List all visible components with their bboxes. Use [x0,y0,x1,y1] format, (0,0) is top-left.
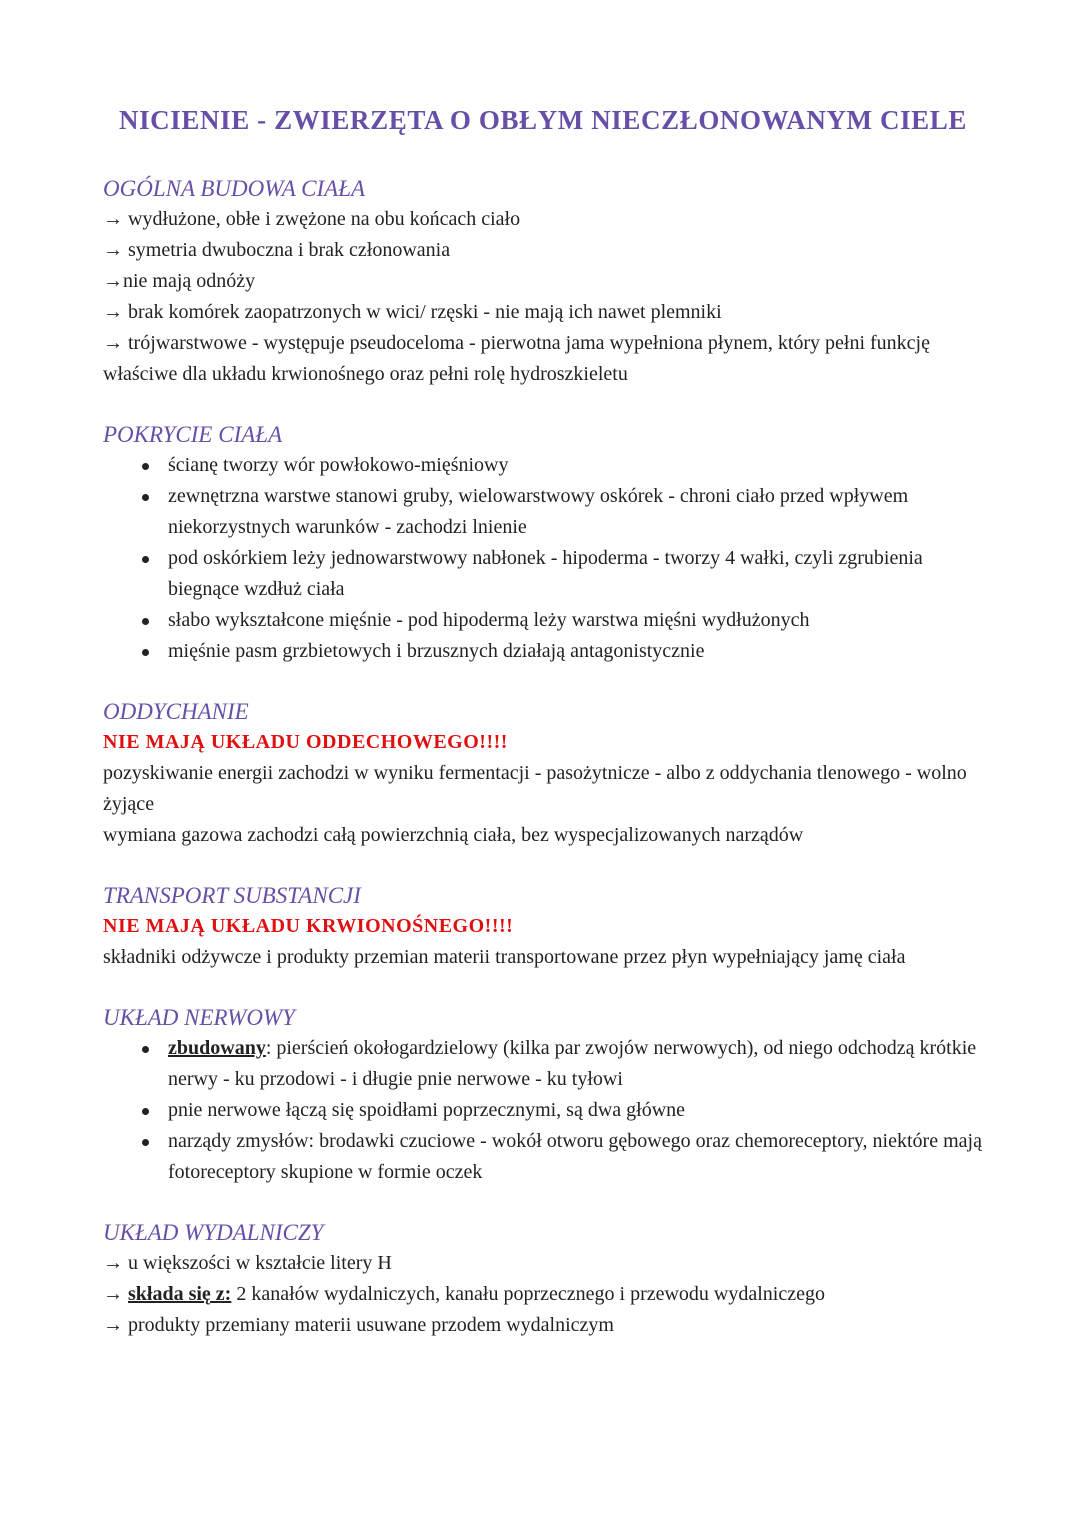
section-general-structure [103,173,983,390]
section-heading: TRANSPORT SUBSTANCJI [103,883,361,908]
alert-text: NIE MAJĄ UKŁADU KRWIONOŚNEGO!!!! [103,915,514,937]
section-heading: POKRYCIE CIAŁA [103,422,283,447]
text-line: → trójwarstwowe - występuje pseudoceloma - pierwotna jama wypełniona płynem, który pełni funkcję właściwe dla układu krwionośnego oraz pełni rolę hydroszkieletu [103,332,930,385]
arrow-prefix: → [103,1283,128,1305]
alert-text: NIE MAJĄ UKŁADU ODDECHOWEGO!!!! [103,731,508,753]
section-heading: UKŁAD NERWOWY [103,1005,295,1030]
line-text: 2 kanałów wydalniczych, kanału poprzecznego i przewodu wydalniczego [231,1283,825,1305]
text-line: → brak komórek zaopatrzonych w wici/ rzęski - nie mają ich nawet plemniki [103,301,722,323]
section-transport [103,880,983,973]
section-respiration [103,696,983,851]
emphasis-label: zbudowany [168,1037,266,1059]
section-nervous-system [103,1002,983,1188]
document-page [103,101,983,1370]
text-line: → produkty przemiany materii usuwane przodem wydalniczym [103,1314,614,1336]
list-item: narządy zmysłów: brodawki czuciowe - wokół otworu gębowego oraz chemoreceptory, niektóre mają fotoreceptory skupione w formie oczek [168,1126,983,1188]
list-item: słabo wykształcone mięśnie - pod hipodermą leży warstwa mięśni wydłużonych [168,605,983,636]
text-line [103,1279,983,1310]
text-line: → u większości w kształcie litery H [103,1252,392,1274]
section-excretory-system [103,1217,983,1341]
section-heading: OGÓLNA BUDOWA CIAŁA [103,176,366,201]
list-item-text: : pierścień okołogardzielowy (kilka par zwojów nerwowych), od niego odchodzą krótkie nerwy - ku przodowi - i długie pnie nerwowe - ku tyłowi [168,1037,977,1090]
page-title: NICIENIE - ZWIERZĘTA O OBŁYM NIECZŁONOWANYM CIELE [118,105,968,135]
list-item: pnie nerwowe łączą się spoidłami poprzecznymi, są dwa główne [168,1095,983,1126]
emphasis-label: składa się z: [128,1283,232,1305]
section-heading: ODDYCHANIE [103,699,249,724]
text-line: pozyskiwanie energii zachodzi w wyniku fermentacji - pasożytnicze - albo z oddychania tlenowego - wolno żyjące [103,762,967,815]
section-heading: UKŁAD WYDALNICZY [103,1220,324,1245]
bullet-list [103,1033,983,1188]
bullet-list [103,450,983,667]
list-item [168,1033,983,1095]
list-item: ścianę tworzy wór powłokowo-mięśniowy [168,450,983,481]
text-line: → symetria dwuboczna i brak członowania [103,239,451,261]
text-line: wymiana gazowa zachodzi całą powierzchnią ciała, bez wyspecjalizowanych narządów [103,824,804,846]
section-body-covering [103,419,983,667]
text-line: → wydłużone, obłe i zwężone na obu końcach ciało [103,208,521,230]
list-item: pod oskórkiem leży jednowarstwowy nabłonek - hipoderma - tworzy 4 wałki, czyli zgrubienia biegnące wzdłuż ciała [168,543,983,605]
text-line: składniki odżywcze i produkty przemian materii transportowane przez płyn wypełniający jamę ciała [103,946,906,968]
list-item: mięśnie pasm grzbietowych i brzusznych działają antagonistycznie [168,636,983,667]
list-item: zewnętrzna warstwe stanowi gruby, wielowarstwowy oskórek - chroni ciało przed wpływem niekorzystnych warunków - zachodzi lnienie [168,481,983,543]
text-line: →nie mają odnóży [103,270,256,292]
